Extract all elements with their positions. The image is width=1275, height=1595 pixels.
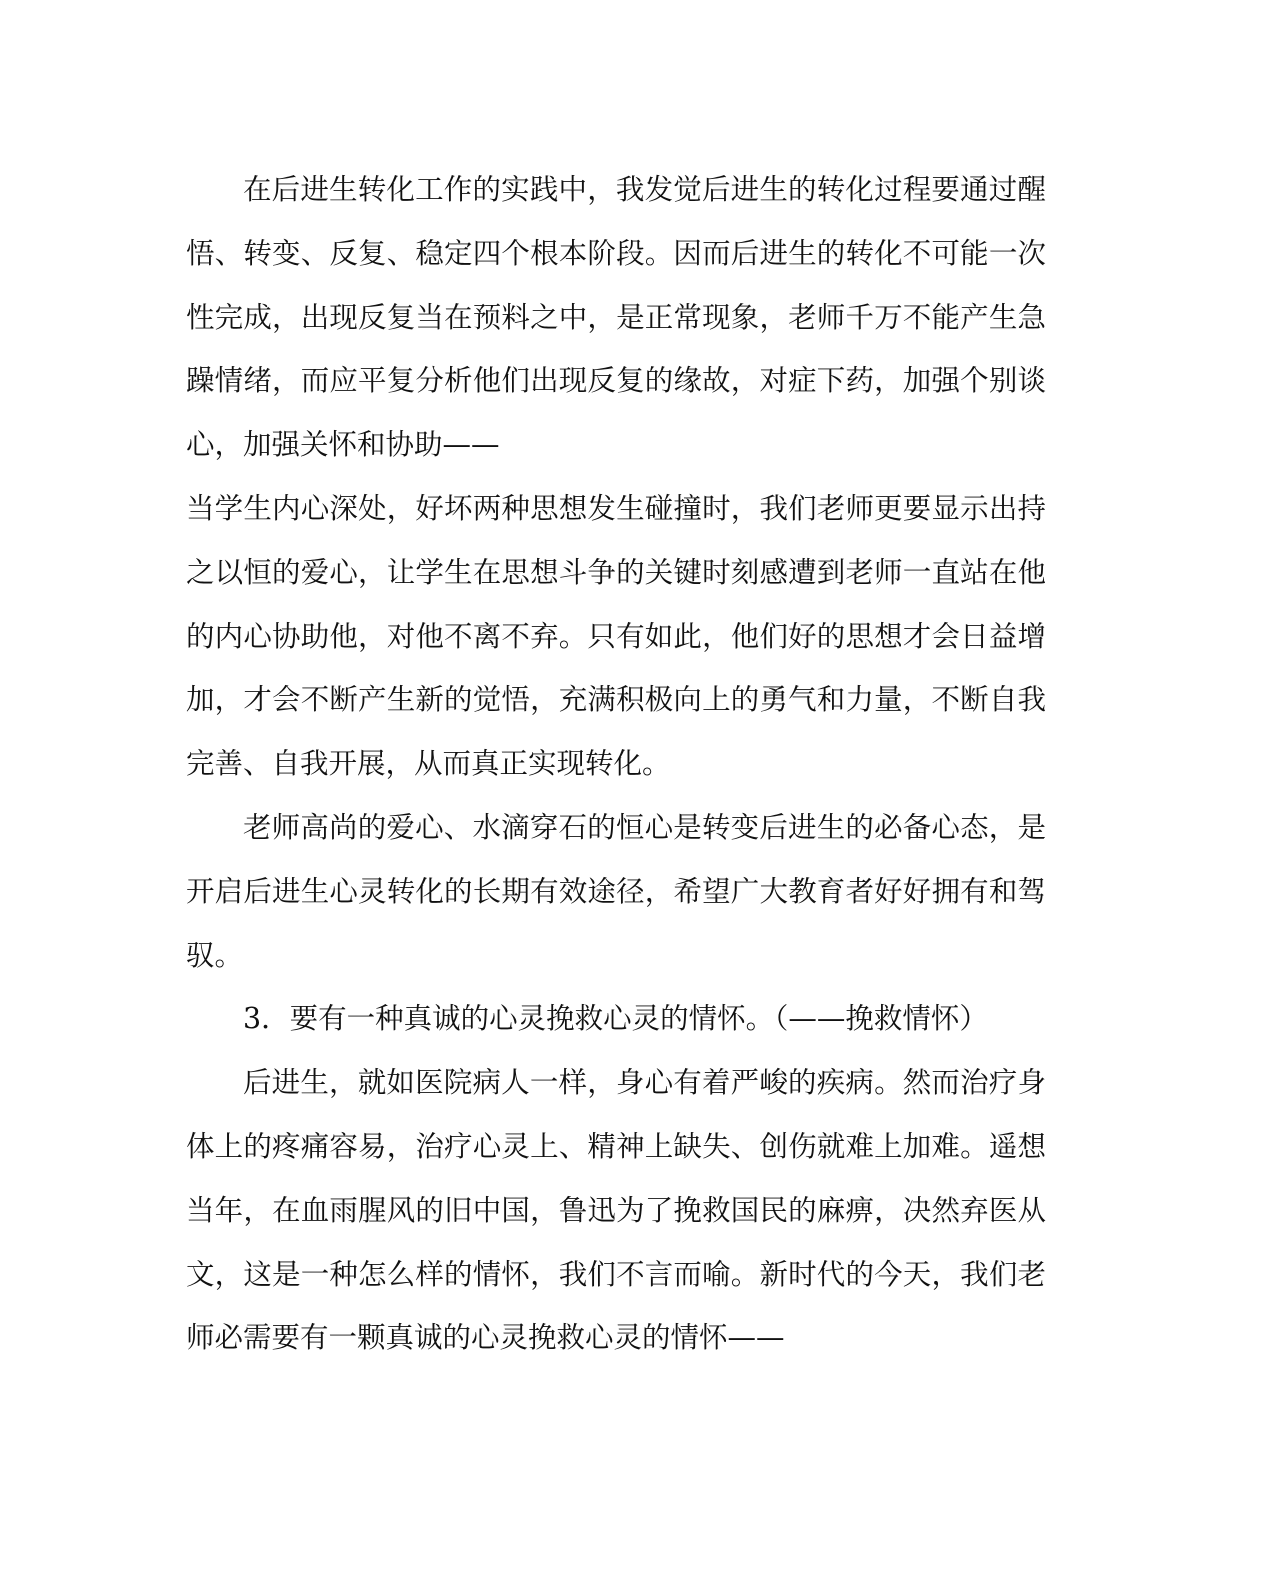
paragraph-transformation-stages: 在后进生转化工作的实践中，我发觉后进生的转化过程要通过醒悟、转变、反复、稳定四个根本阶段。因而后进生的转化不可能一次性完成，出现反复当在预料之中，是正常现象，老师千万不能产生急躁情绪，而应平复分析他们出现反复的缘故，对症下药，加强个别谈心，加强关怀和协助——	[186, 173, 1046, 462]
paragraph-rescue-sentiment: 后进生，就如医院病人一样，身心有着严峻的疾病。然而治疗身体上的疼痛容易，治疗心灵上、精神上缺失、创伤就难上加难。遥想当年，在血雨腥风的旧中国，鲁迅为了挽救国民的麻痹，决然弃医从文，这是一种怎么样的情怀，我们不言而喻。新时代的今天，我们老师必需要有一颗真诚的心灵挽救心灵的情怀——	[186, 1066, 1046, 1355]
section-heading-rescue-sentiment: 3．要有一种真诚的心灵挽救心灵的情怀。（——挽救情怀）	[243, 1002, 988, 1036]
document-body	[186, 158, 1046, 1370]
paragraph-teacher-mindset: 老师高尚的爱心、水滴穿石的恒心是转变后进生的必备心态，是开启后进生心灵转化的长期有效途径，希望广大教育者好好拥有和驾驭。	[186, 810, 1046, 972]
paragraph-persistent-love: 当学生内心深处，好坏两种思想发生碰撞时，我们老师更要显示出持之以恒的爱心，让学生在思想斗争的关键时刻感遭到老师一直站在他的内心协助他，对他不离不弃。只有如此，他们好的思想才会日益增加，才会不断产生新的觉悟，充满积极向上的勇气和力量，不断自我完善、自我开展，从而真正实现转化。	[186, 491, 1046, 781]
